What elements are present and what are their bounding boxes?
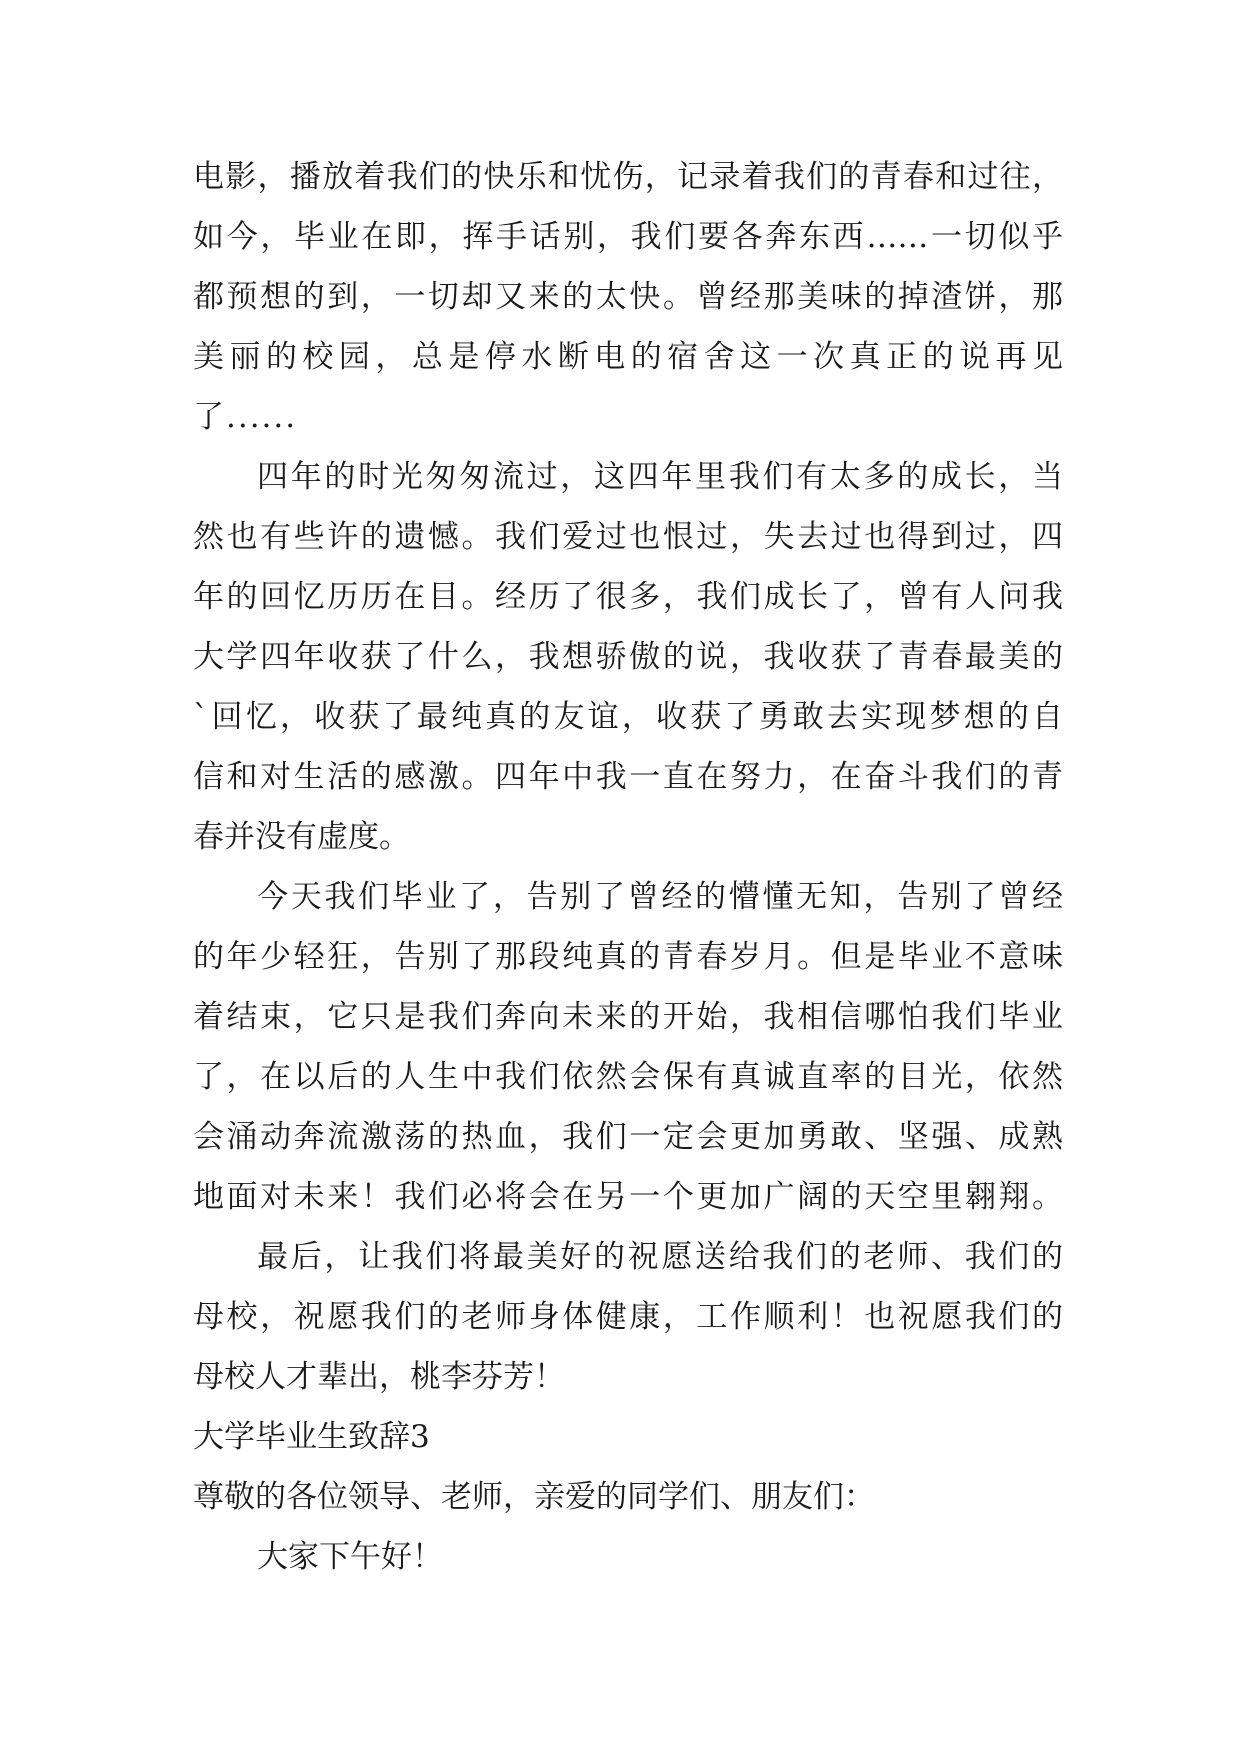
body-line: 如今，毕业在即，挥手话别，我们要各奔东西……一切似乎 (193, 219, 1063, 255)
paragraph-first-line: 今天我们毕业了，告别了曾经的懵懂无知，告别了曾经 (257, 879, 1063, 915)
body-line: 大学四年收获了什么，我想骄傲的说，我收获了青春最美的 (193, 639, 1063, 675)
paragraph-first-line: 四年的时光匆匆流过，这四年里我们有太多的成长，当 (257, 459, 1063, 495)
greeting: 大家下午好！ (257, 1539, 443, 1575)
body-line: 春并没有虚度。 (193, 819, 410, 855)
body-line: `回忆，收获了最纯真的友谊，收获了勇敢去实现梦想的自 (193, 699, 1063, 735)
body-line: 了，在以后的人生中我们依然会保有真诚直率的目光，依然 (193, 1059, 1063, 1095)
body-line: 电影，播放着我们的快乐和忧伤，记录着我们的青春和过往， (193, 159, 1063, 195)
body-line: 了...... (193, 399, 298, 435)
body-line: 着结束，它只是我们奔向未来的开始，我相信哪怕我们毕业 (193, 999, 1063, 1035)
body-line: 母校，祝愿我们的老师身体健康，工作顺利！也祝愿我们的 (193, 1299, 1063, 1335)
body-line: 会涌动奔流激荡的热血，我们一定会更加勇敢、坚强、成熟 (193, 1119, 1063, 1155)
body-line: 母校人才辈出，桃李芬芳！ (193, 1359, 565, 1395)
body-line: 地面对未来！我们必将会在另一个更加广阔的天空里翱翔。 (193, 1179, 1063, 1215)
body-line: 的年少轻狂，告别了那段纯真的青春岁月。但是毕业不意味 (193, 939, 1063, 975)
body-line: 然也有些许的遗憾。我们爱过也恨过，失去过也得到过，四 (193, 519, 1063, 555)
body-line: 美丽的校园，总是停水断电的宿舍这一次真正的说再见 (193, 339, 1063, 375)
body-line: 都预想的到，一切却又来的太快。曾经那美味的掉渣饼，那 (193, 279, 1063, 315)
section-heading: 大学毕业生致辞3 (193, 1419, 430, 1455)
body-line: 年的回忆历历在目。经历了很多，我们成长了，曾有人问我 (193, 579, 1063, 615)
salutation: 尊敬的各位领导、老师，亲爱的同学们、朋友们： (193, 1479, 875, 1515)
body-line: 信和对生活的感激。四年中我一直在努力，在奋斗我们的青 (193, 759, 1063, 795)
paragraph-first-line: 最后，让我们将最美好的祝愿送给我们的老师、我们的 (257, 1239, 1063, 1275)
